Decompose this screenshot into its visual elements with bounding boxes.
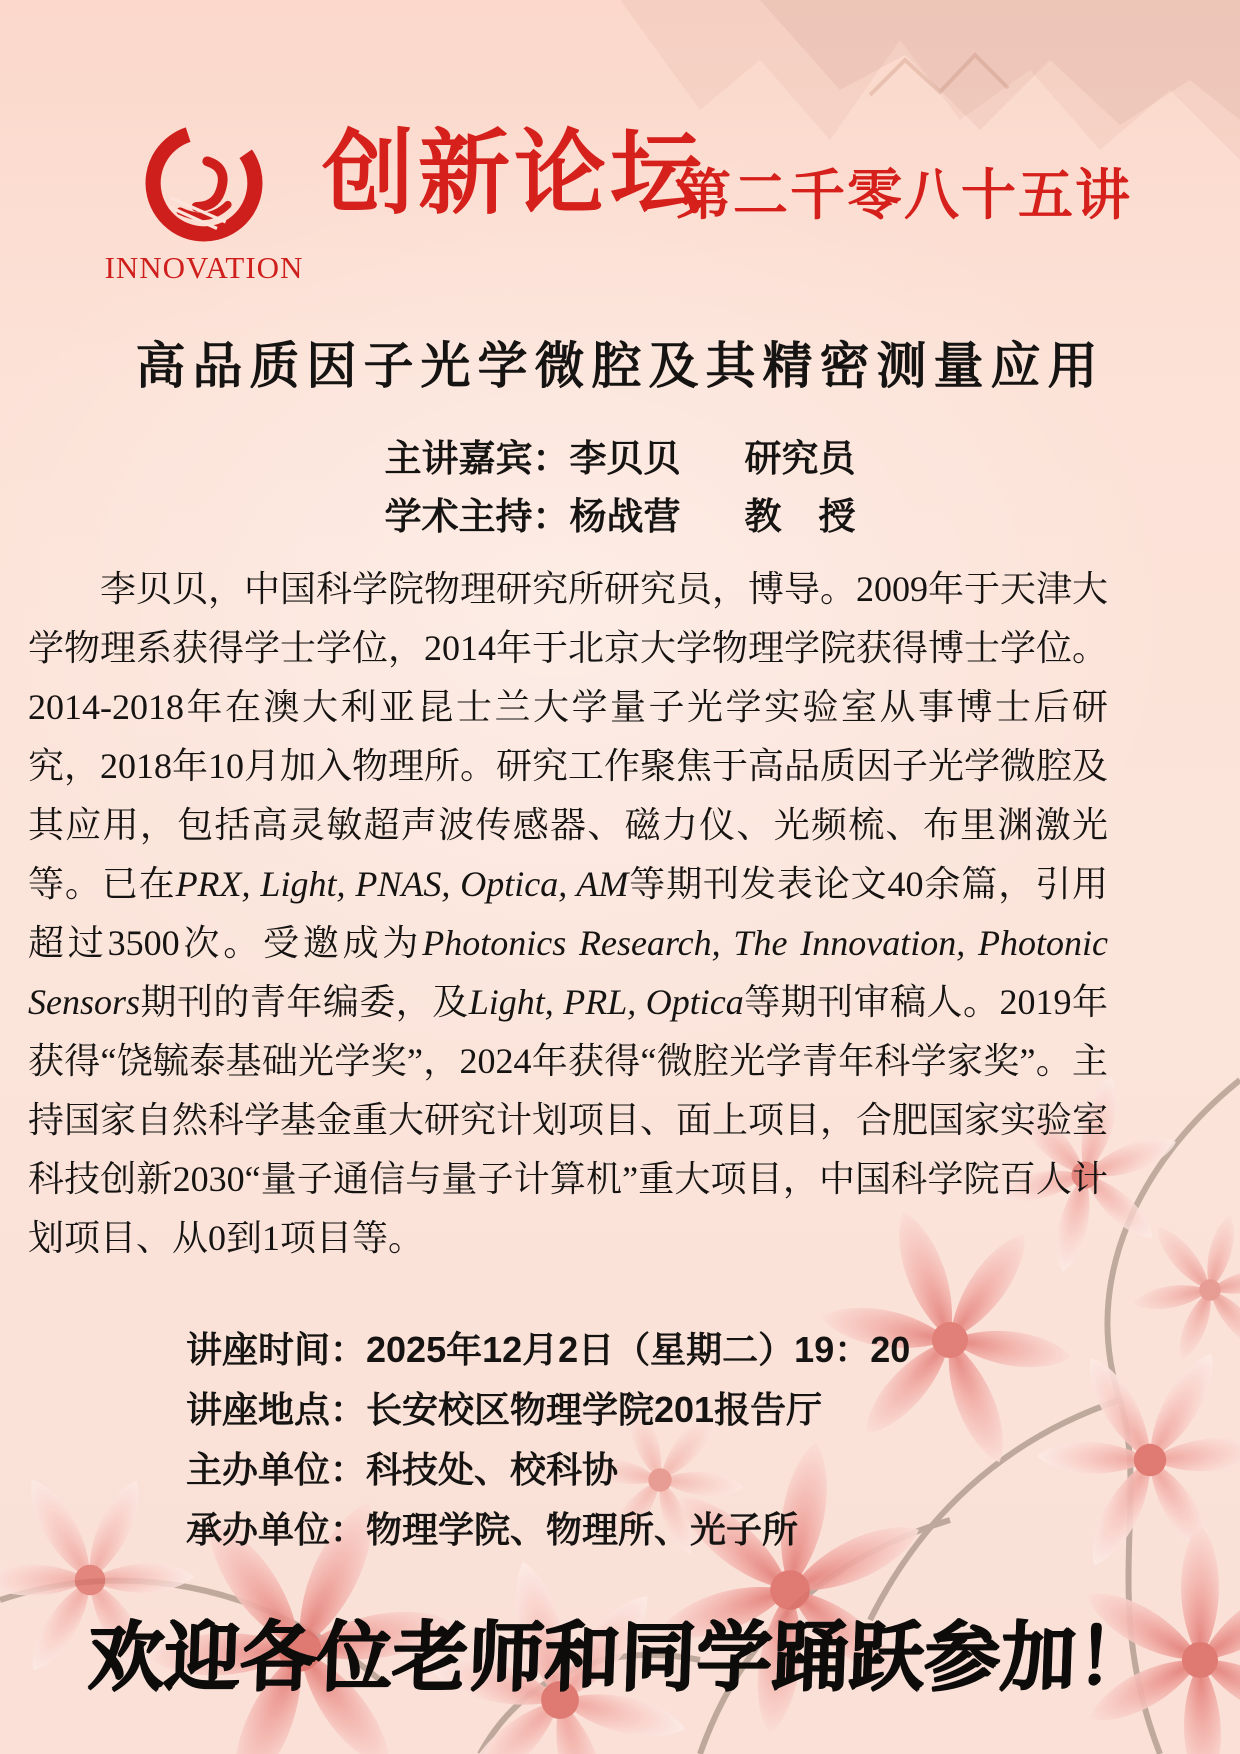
bio-text: 等期刊审稿人。2019年获得“饶毓泰基础光学奖”，2024年获得“微腔光学青年科学家奖”。主持国家自然科学基金重大研究计划项目、面上项目，合肥国家实验室科技创新2030“量子通信与量子计算机”重大项目，中国科学院百人计划项目、从0到1项目等。 [28, 982, 1109, 1258]
bio-text: 等期刊发表论文40余篇，引用超过3500次。受邀成为 [28, 864, 1108, 963]
bio-text: 期刊的青年编委，及 [140, 982, 469, 1022]
welcome-message: 欢迎各位老师和同学踊跃参加！ [86, 1612, 1154, 1701]
detail-organizer-value: 科技处、校科协 [366, 1449, 619, 1490]
host-name: 杨战营 [569, 496, 681, 537]
detail-organizer [186, 1440, 910, 1500]
detail-undertaker-value: 物理学院、物理所、光子所 [366, 1509, 799, 1550]
logo-wordmark: INNOVATION [104, 250, 304, 285]
bio-journals-italic: PRX, Light, PNAS, Optica, AM [175, 864, 629, 904]
forum-name: 创新论坛 [322, 123, 707, 225]
speaker-line-host [0, 488, 1240, 546]
lecture-title: 高品质因子光学微腔及其精密测量应用 [135, 338, 1105, 394]
detail-time-label: 讲座时间： [186, 1329, 367, 1370]
detail-time [186, 1320, 910, 1380]
detail-time-value: 2025年12月2日（星期二）19：20 [366, 1329, 911, 1370]
speaker-line-guest [0, 430, 1240, 488]
detail-location-label: 讲座地点： [186, 1389, 367, 1430]
innovation-logo [96, 118, 312, 286]
speaker-label: 主讲嘉宾： [384, 438, 570, 479]
detail-location [186, 1380, 910, 1440]
detail-location-value: 长安校区物理学院201报告厅 [366, 1389, 823, 1430]
lecture-details [186, 1320, 910, 1560]
bio-text: 李贝贝，中国科学院物理研究所研究员，博导。2009年于天津大学物理系获得学士学位，2014年于北京大学物理学院获得博士学位。2014-2018年在澳大利亚昆士兰大学量子光学实验室从事博士后研究，2018年10月加入物理所。研究工作聚焦于高品质因子光学微腔及其应用，包括高灵敏超声波传感器、磁力仪、光频梳、布里渊激光等。已在 [28, 569, 1109, 904]
bio-journals-italic: Photonics Research, The Innovation, Photonic Sensors [28, 923, 1108, 1022]
host-label: 学术主持： [384, 496, 570, 537]
detail-undertaker [186, 1500, 910, 1560]
innovation-logo-icon [139, 118, 269, 248]
bio-journals-italic: Light, PRL, Optica [468, 982, 744, 1022]
speaker-title: 研究员 [744, 438, 856, 479]
detail-undertaker-label: 承办单位： [186, 1509, 367, 1550]
detail-organizer-label: 主办单位： [186, 1449, 367, 1490]
lecture-number: 第二千零八十五讲 [676, 164, 1133, 226]
speaker-block [0, 430, 1240, 546]
host-title: 教 授 [744, 496, 856, 537]
speaker-name: 李贝贝 [569, 438, 681, 479]
speaker-biography [28, 560, 1108, 1268]
